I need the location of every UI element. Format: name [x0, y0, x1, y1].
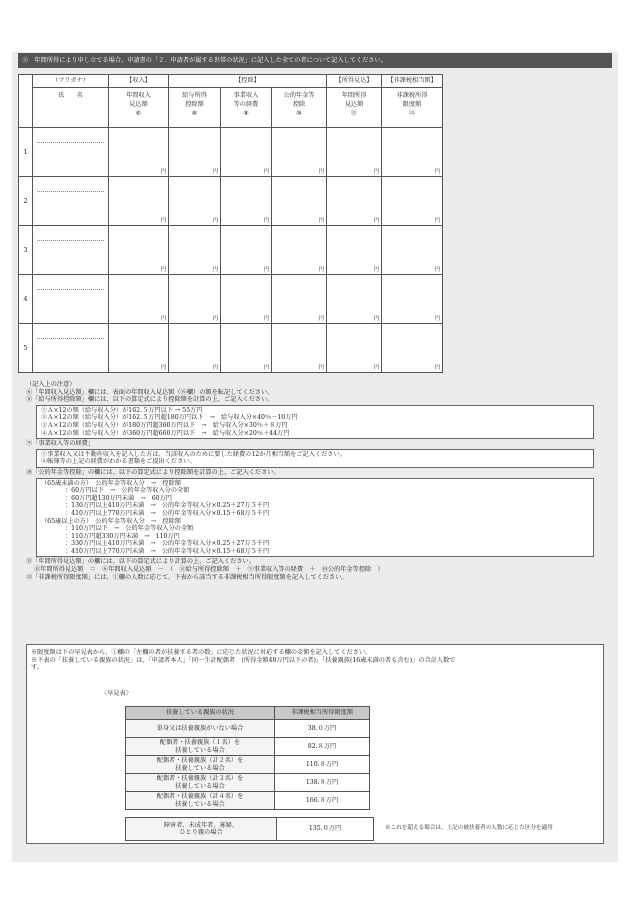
name-field[interactable] — [33, 290, 108, 321]
estimate-group-label: 【所得見込】 — [327, 75, 382, 88]
amount-cell[interactable] — [327, 324, 382, 373]
note-10-line: ：330万円以上410万円未満 → 公的年金等収入分×0.25＋27万５千円 — [65, 540, 270, 548]
name-cell[interactable] — [33, 324, 109, 373]
quick-limit: 38.０万円 — [275, 720, 370, 738]
quick-status: 配偶者・扶養親族（１名）を 扶養している場合 — [126, 738, 275, 756]
yen-unit: 円 — [160, 316, 166, 322]
name-cell[interactable] — [33, 275, 109, 324]
yen-unit: 円 — [212, 218, 218, 224]
furigana-header: （フリガナ） — [33, 75, 109, 88]
quick-reference-table — [125, 706, 370, 810]
yen-unit: 円 — [373, 365, 380, 371]
amount-cell[interactable] — [169, 226, 221, 275]
yen-unit: 円 — [263, 218, 269, 224]
note-10-line: ：60万円以下 → 公的年金等収入分の全額 — [65, 487, 190, 495]
yen-unit: 円 — [434, 316, 441, 322]
name-cell[interactable] — [33, 177, 109, 226]
quick-limit: 138.８万円 — [275, 774, 370, 792]
col-pension-deduction: 公的年金等 控除 ⑩ — [272, 88, 327, 128]
amount-cell[interactable] — [272, 177, 327, 226]
note-10-line: ：110万円超330万円未満 → 110万円 — [65, 532, 180, 540]
amount-cell[interactable] — [272, 324, 327, 373]
furigana-field[interactable] — [37, 275, 104, 290]
amount-cell[interactable] — [382, 128, 443, 177]
note-10: ⑩「公的年金等控除」の欄には、以下の算定式により控除額を計算の上、ご記入ください。 — [26, 468, 280, 476]
yen-unit: 円 — [160, 267, 166, 273]
yen-unit: 円 — [434, 169, 441, 175]
yen-unit: 円 — [318, 316, 325, 322]
amount-cell[interactable] — [221, 324, 272, 373]
furigana-field[interactable] — [37, 226, 104, 241]
footnote: ※これを超える場合は、上記の被扶養者の人数に応じた区分を適用 — [385, 825, 553, 831]
section-header: ③ 年間所得により申し立てる場合、申請書の「２．申請者が属する世帯の状況」に記入した全ての者について記入してください。 — [18, 53, 612, 68]
col-salary-deduction: 給与所得 控除額 ⑧ — [169, 88, 221, 128]
note-9-box — [36, 449, 594, 468]
amount-cell[interactable] — [327, 275, 382, 324]
note-10-box — [36, 478, 594, 558]
amount-cell[interactable] — [169, 128, 221, 177]
amount-cell[interactable] — [382, 177, 443, 226]
name-header: 氏 名 — [33, 88, 109, 128]
name-field[interactable] — [33, 143, 108, 174]
amount-cell[interactable] — [169, 324, 221, 373]
special-case-label: 障害者、未成年者、寡婦、 ひとり親の場合 — [126, 818, 277, 841]
yen-unit: 円 — [373, 218, 380, 224]
yen-unit: 円 — [263, 267, 269, 273]
notes-title: （記入上の注意） — [26, 381, 76, 388]
quick-status: 配偶者・扶養親族（計２名）を 扶養している場合 — [126, 756, 275, 774]
note-10-line: （65歳以上の方） 公的年金等収入分 → 控除額 — [41, 517, 181, 525]
amount-cell[interactable] — [272, 226, 327, 275]
note-11: ⑪「年間所得見込額」の欄には、以下の算定式により計算の上、ご記入ください。 — [26, 558, 255, 566]
amount-cell[interactable] — [272, 275, 327, 324]
amount-cell[interactable] — [221, 226, 272, 275]
note-10-line: （65歳未満の方） 公的年金等収入分 → 控除額 — [41, 479, 181, 487]
special-case-table — [125, 817, 374, 841]
note-10-line: ：410万円以上770万円未満 → 公的年金等収入分×0.15＋68万５千円 — [65, 509, 270, 517]
furigana-field[interactable] — [37, 324, 104, 339]
amount-cell[interactable] — [109, 226, 169, 275]
yen-unit: 円 — [373, 169, 380, 175]
yen-unit: 円 — [212, 365, 218, 371]
yen-unit: 円 — [434, 365, 441, 371]
limit-group-label: 【非課税相当額】 — [382, 75, 443, 88]
yen-unit: 円 — [373, 316, 380, 322]
note-10-line: ：110万円以下 → 公的年金等収入分の全額 — [65, 525, 194, 533]
quick-limit: 82.８万円 — [275, 738, 370, 756]
note-10-line: ：410万円以上770万円未満 → 公的年金等収入分×0.15＋68万５千円 — [65, 547, 270, 555]
yen-unit: 円 — [373, 267, 380, 273]
col-tax-exempt-limit: 非課税所得 限度額 ⑫ — [382, 88, 443, 128]
yen-unit: 円 — [212, 316, 218, 322]
note-12: ⑫「非課税所得限度額」には、①欄の人数に応じて、下表から該当する非課税相当所得限度額を記入してください。 — [26, 573, 348, 581]
note-8-line: ①Ａ×12の額（給与収入分）が162.５万円以下 → 55万円 — [41, 406, 203, 414]
special-case-value: 135.０万円 — [277, 818, 374, 841]
name-cell[interactable] — [33, 128, 109, 177]
amount-cell[interactable] — [221, 128, 272, 177]
amount-cell[interactable] — [327, 177, 382, 226]
deduction-group-label: 【控除】 — [169, 75, 327, 88]
yen-unit: 円 — [160, 365, 166, 371]
note-8-line: ④Ａ×12の額（給与収入分）が360万円超660万円以下 → 給与収入分×20％＋44万円 — [41, 429, 290, 437]
row-number-header — [19, 75, 33, 128]
quick-table-title: 〈早見表〉 — [101, 690, 132, 697]
note-6: ⑥「年間収入見込額」欄には、表面の年間収入見込額（⑥欄）の額を転記してください。 — [26, 388, 274, 396]
furigana-field[interactable] — [37, 177, 104, 192]
row-number: 2 — [19, 177, 33, 226]
name-field[interactable] — [33, 192, 108, 223]
quick-row — [126, 738, 370, 756]
note-9-line: ①事業収入又は不動産収入を記入した方は、当該収入のために要した経費の12か月相当額をご記入ください。 — [41, 450, 346, 458]
quick-limit: 110.８万円 — [275, 756, 370, 774]
yen-unit: 円 — [318, 218, 325, 224]
row-number: 4 — [19, 275, 33, 324]
yen-unit: 円 — [160, 218, 166, 224]
yen-unit: 円 — [434, 267, 441, 273]
note-8-line: ③Ａ×12の額（給与収入分）が180万円超360万円以下 → 給与収入分×30％＋８万円 — [41, 421, 288, 429]
amount-cell[interactable] — [221, 177, 272, 226]
note-8-box — [36, 405, 594, 439]
name-field[interactable] — [33, 339, 108, 370]
quick-col-limit: 非課税相当所得限度額 — [275, 707, 370, 720]
yen-unit: 円 — [318, 267, 325, 273]
amount-cell[interactable] — [382, 324, 443, 373]
col-annual-income-estimate: 年間所得 見込額 ⑪ — [327, 88, 382, 128]
row-number: 5 — [19, 324, 33, 373]
quick-row — [126, 720, 370, 738]
note-10-line: ：130万円以上410万円未満 → 公的年金等収入分×0.25＋27万５千円 — [65, 502, 270, 510]
note-9-line: ②帳簿等の上記の経費がわかる書類をご提出ください。 — [41, 458, 196, 466]
income-group-label: 【収入】 — [109, 75, 169, 88]
income-table — [18, 74, 443, 373]
limit-box — [26, 644, 604, 844]
table-row — [19, 177, 443, 226]
yen-unit: 円 — [263, 169, 269, 175]
amount-cell[interactable] — [272, 128, 327, 177]
yen-unit: 円 — [160, 169, 166, 175]
limit-note-2: ※下表の「扶養している親族の状況」は、「申請者本人」「同一生計配偶者 (所得金額48万円以下の者)」「扶養親族(16歳未満の者も含む)」の合計人数で — [31, 656, 456, 664]
row-number: 1 — [19, 128, 33, 177]
amount-cell[interactable] — [169, 275, 221, 324]
quick-limit: 166.８万円 — [275, 792, 370, 810]
yen-unit: 円 — [318, 365, 325, 371]
quick-status: 配偶者・扶養親族（計３名）を 扶養している場合 — [126, 774, 275, 792]
amount-cell[interactable] — [221, 275, 272, 324]
col-annual-income: 年間収入 見込額 ⑥ — [109, 88, 169, 128]
quick-col-status: 扶養している親族の状況 — [126, 707, 275, 720]
amount-cell[interactable] — [109, 324, 169, 373]
quick-status: 配偶者・扶養親族（計４名）を 扶養している場合 — [126, 792, 275, 810]
amount-cell[interactable] — [382, 275, 443, 324]
note-8: ⑧「給与所得控除額」欄には、以下の算定式により控除額を計算の上、ご記入ください。 — [26, 396, 274, 404]
yen-unit: 円 — [263, 316, 269, 322]
yen-unit: 円 — [212, 169, 218, 175]
notes-section — [26, 381, 612, 581]
table-row — [19, 324, 443, 373]
yen-unit: 円 — [434, 218, 441, 224]
amount-cell[interactable] — [109, 177, 169, 226]
quick-status: 単身又は扶養親族がいない場合 — [126, 720, 275, 738]
note-9: ⑨「事業収入等の経費」 — [26, 440, 95, 448]
quick-row — [126, 756, 370, 774]
name-cell[interactable] — [33, 226, 109, 275]
quick-row — [126, 774, 370, 792]
amount-cell[interactable] — [109, 275, 169, 324]
col-business-expense: 事業収入 等の経費 ⑨ — [221, 88, 272, 128]
amount-cell[interactable] — [169, 177, 221, 226]
amount-cell[interactable] — [382, 226, 443, 275]
amount-cell[interactable] — [109, 128, 169, 177]
note-8-line: ②Ａ×12の額（給与収入分）が162.５万円超180万円以下 → 給与収入分×40％－10万円 — [41, 414, 298, 422]
yen-unit: 円 — [212, 267, 218, 273]
yen-unit: 円 — [263, 365, 269, 371]
amount-cell[interactable] — [327, 128, 382, 177]
name-field[interactable] — [33, 241, 108, 272]
table-row — [19, 226, 443, 275]
note-10-line: ：60万円超130万円未満 → 60万円 — [65, 494, 172, 502]
limit-note-3: す。 — [31, 664, 43, 672]
yen-unit: 円 — [318, 169, 325, 175]
limit-note-1: ※限度額は下の早見表から、①欄の「左欄の者が扶養する者の数」に応じた状況に対応する欄の金額を記入してください。 — [31, 649, 372, 656]
table-row — [19, 128, 443, 177]
table-row — [19, 275, 443, 324]
note-11-formula: ⑪年間所得見込額 ＝ ⑥年間収入見込額 － （ ⑧給与所得控除額 ＋ ⑨事業収入等の経費 ＋ ⑩公的年金等控除 ） — [34, 566, 384, 574]
amount-cell[interactable] — [327, 226, 382, 275]
quick-row — [126, 792, 370, 810]
row-number: 3 — [19, 226, 33, 275]
furigana-field[interactable] — [37, 128, 104, 143]
